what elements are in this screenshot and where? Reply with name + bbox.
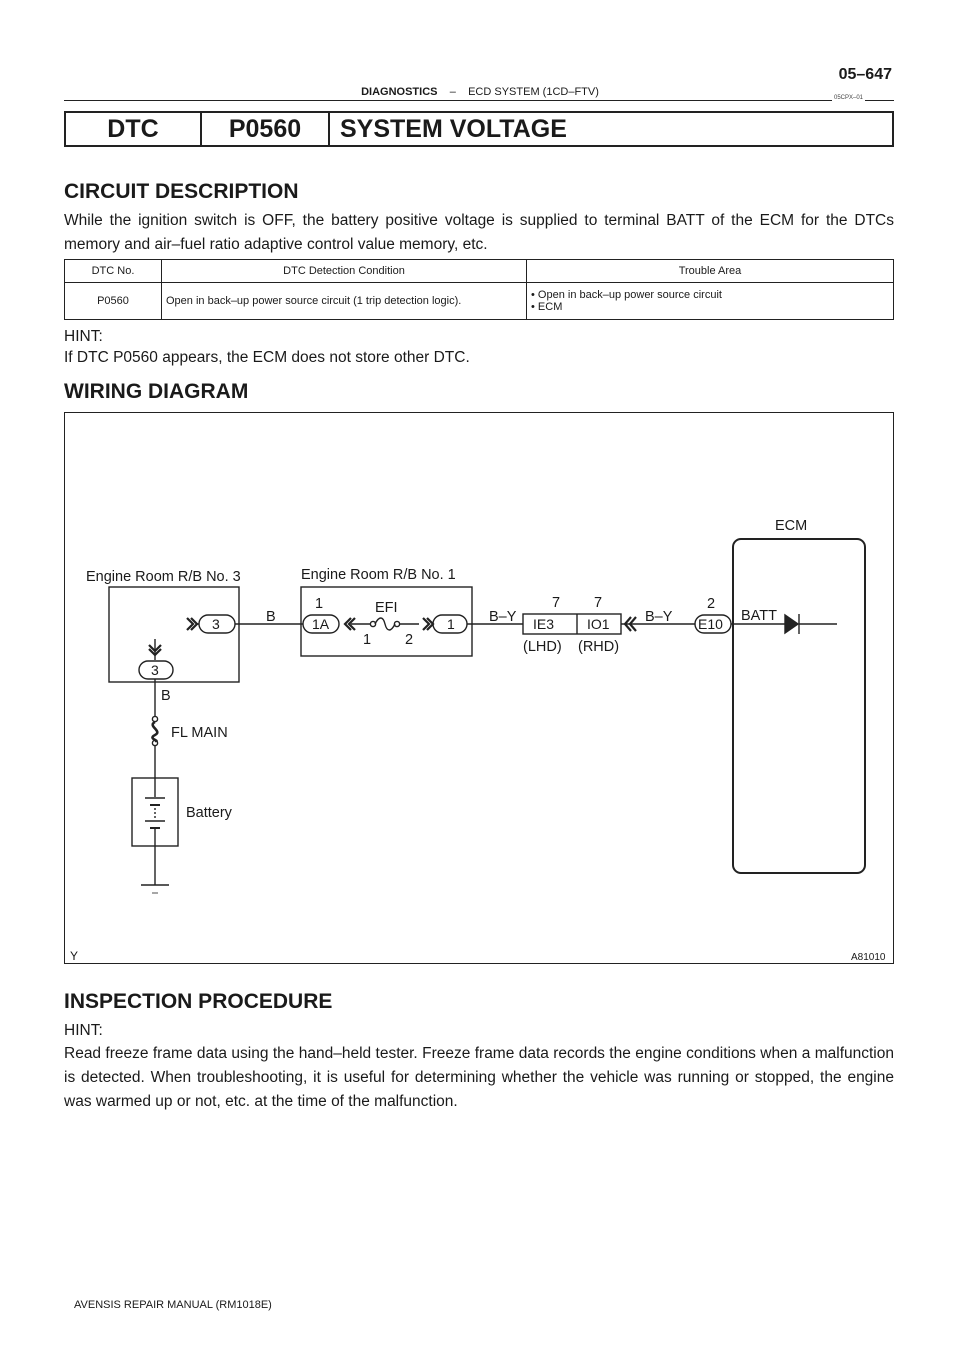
circuit-description-heading: CIRCUIT DESCRIPTION xyxy=(64,180,299,203)
fl-main-label: FL MAIN xyxy=(171,725,228,741)
e10-pin: 2 xyxy=(707,596,716,612)
fuse-efi-label: EFI xyxy=(375,600,398,616)
connector-io1-label: IO1 xyxy=(587,616,610,632)
batt-terminal-label: BATT xyxy=(741,608,777,624)
header-section: DIAGNOSTICS xyxy=(361,86,438,98)
trouble-area-item: • Open in back–up power source circuit xyxy=(531,289,722,301)
inspection-heading: INSPECTION PROCEDURE xyxy=(64,990,333,1013)
trouble-area-item: • ECM xyxy=(531,301,563,313)
connector-e10-label: E10 xyxy=(698,616,723,632)
fuse-efi-icon xyxy=(375,618,395,630)
rb3-box xyxy=(109,587,239,682)
connector-1a-pin: 1 xyxy=(315,596,324,612)
fl-main-terminal xyxy=(152,716,157,721)
io1-pin: 7 xyxy=(594,595,603,611)
hint-text: If DTC P0560 appears, the ECM does not store other DTC. xyxy=(64,349,470,366)
battery-label: Battery xyxy=(186,805,232,821)
dtc-title-box xyxy=(64,111,894,147)
wiring-diagram-heading: WIRING DIAGRAM xyxy=(64,380,249,403)
dtc-label: DTC xyxy=(66,113,202,145)
dtc-code: P0560 xyxy=(202,113,330,145)
rb3-label: Engine Room R/B No. 3 xyxy=(86,569,241,585)
header-dash: – xyxy=(449,86,456,98)
dtc-name: SYSTEM VOLTAGE xyxy=(340,115,567,143)
dtc-table-header: DTC Detection Condition xyxy=(162,260,527,283)
rb3-in-pin: 3 xyxy=(151,662,159,678)
dtc-table-header: DTC No. xyxy=(65,260,162,283)
wire-color-by: B–Y xyxy=(489,609,517,625)
rb3-out-pin: 3 xyxy=(212,616,220,632)
ie3-pin: 7 xyxy=(552,595,561,611)
footer: AVENSIS REPAIR MANUAL (RM1018E) xyxy=(74,1299,272,1311)
dtc-table-header-row xyxy=(65,260,894,283)
doc-code: 05CPX–01 xyxy=(834,95,864,101)
table-row xyxy=(65,283,894,320)
circuit-description-text: While the ignition switch is OFF, the battery positive voltage is supplied to terminal BATT of the ECM for the DTCs memory and air–fuel ratio adaptive control value memory, etc. xyxy=(64,212,894,253)
fl-main-icon xyxy=(152,722,157,741)
rb1-label: Engine Room R/B No. 1 xyxy=(301,567,456,583)
wire-color-by: B–Y xyxy=(645,609,673,625)
connector-1a-label: 1A xyxy=(312,616,330,632)
figure-id: A81010 xyxy=(851,952,886,963)
fuse-pin-1: 1 xyxy=(363,632,372,648)
fuse-pin-2: 2 xyxy=(405,632,414,648)
wiring-diagram-svg xyxy=(65,413,895,965)
dtc-table-header: Trouble Area xyxy=(527,260,894,283)
inspection-text: Read freeze frame data using the hand–held tester. Freeze frame data records the engine conditions when a malfunction is detected. When troubleshooting, it is useful for determining whether the vehicle was running or stopped, the engine was warmed up or not, etc. at the time of the malfunction. xyxy=(64,1045,894,1110)
header-subsection: ECD SYSTEM (1CD–FTV) xyxy=(468,86,599,98)
wire-color-b: B xyxy=(161,688,171,704)
diode-icon xyxy=(785,615,798,633)
inspection-hint-label: HINT: xyxy=(64,1022,103,1039)
wiring-diagram xyxy=(64,412,894,964)
fuse-terminal xyxy=(370,621,375,626)
rb1-out-pin: 1 xyxy=(447,616,455,632)
lhd-label: (LHD) xyxy=(523,639,562,655)
dtc-no-cell: P0560 xyxy=(65,283,162,320)
trouble-area-cell xyxy=(527,283,894,320)
fuse-terminal xyxy=(394,621,399,626)
running-header xyxy=(0,86,960,98)
hint-label: HINT: xyxy=(64,328,103,345)
connector-ie3-label: IE3 xyxy=(533,616,555,632)
rhd-label: (RHD) xyxy=(578,639,620,655)
ecm-label: ECM xyxy=(775,518,808,534)
dtc-table xyxy=(64,259,894,320)
page-number: 05–647 xyxy=(838,66,892,83)
ecm-box xyxy=(733,539,865,873)
wire-color-b: B xyxy=(266,609,276,625)
header-rule xyxy=(64,100,894,101)
corner-mark: Y xyxy=(70,949,79,963)
condition-cell: Open in back–up power source circuit (1 trip detection logic). xyxy=(162,283,527,320)
